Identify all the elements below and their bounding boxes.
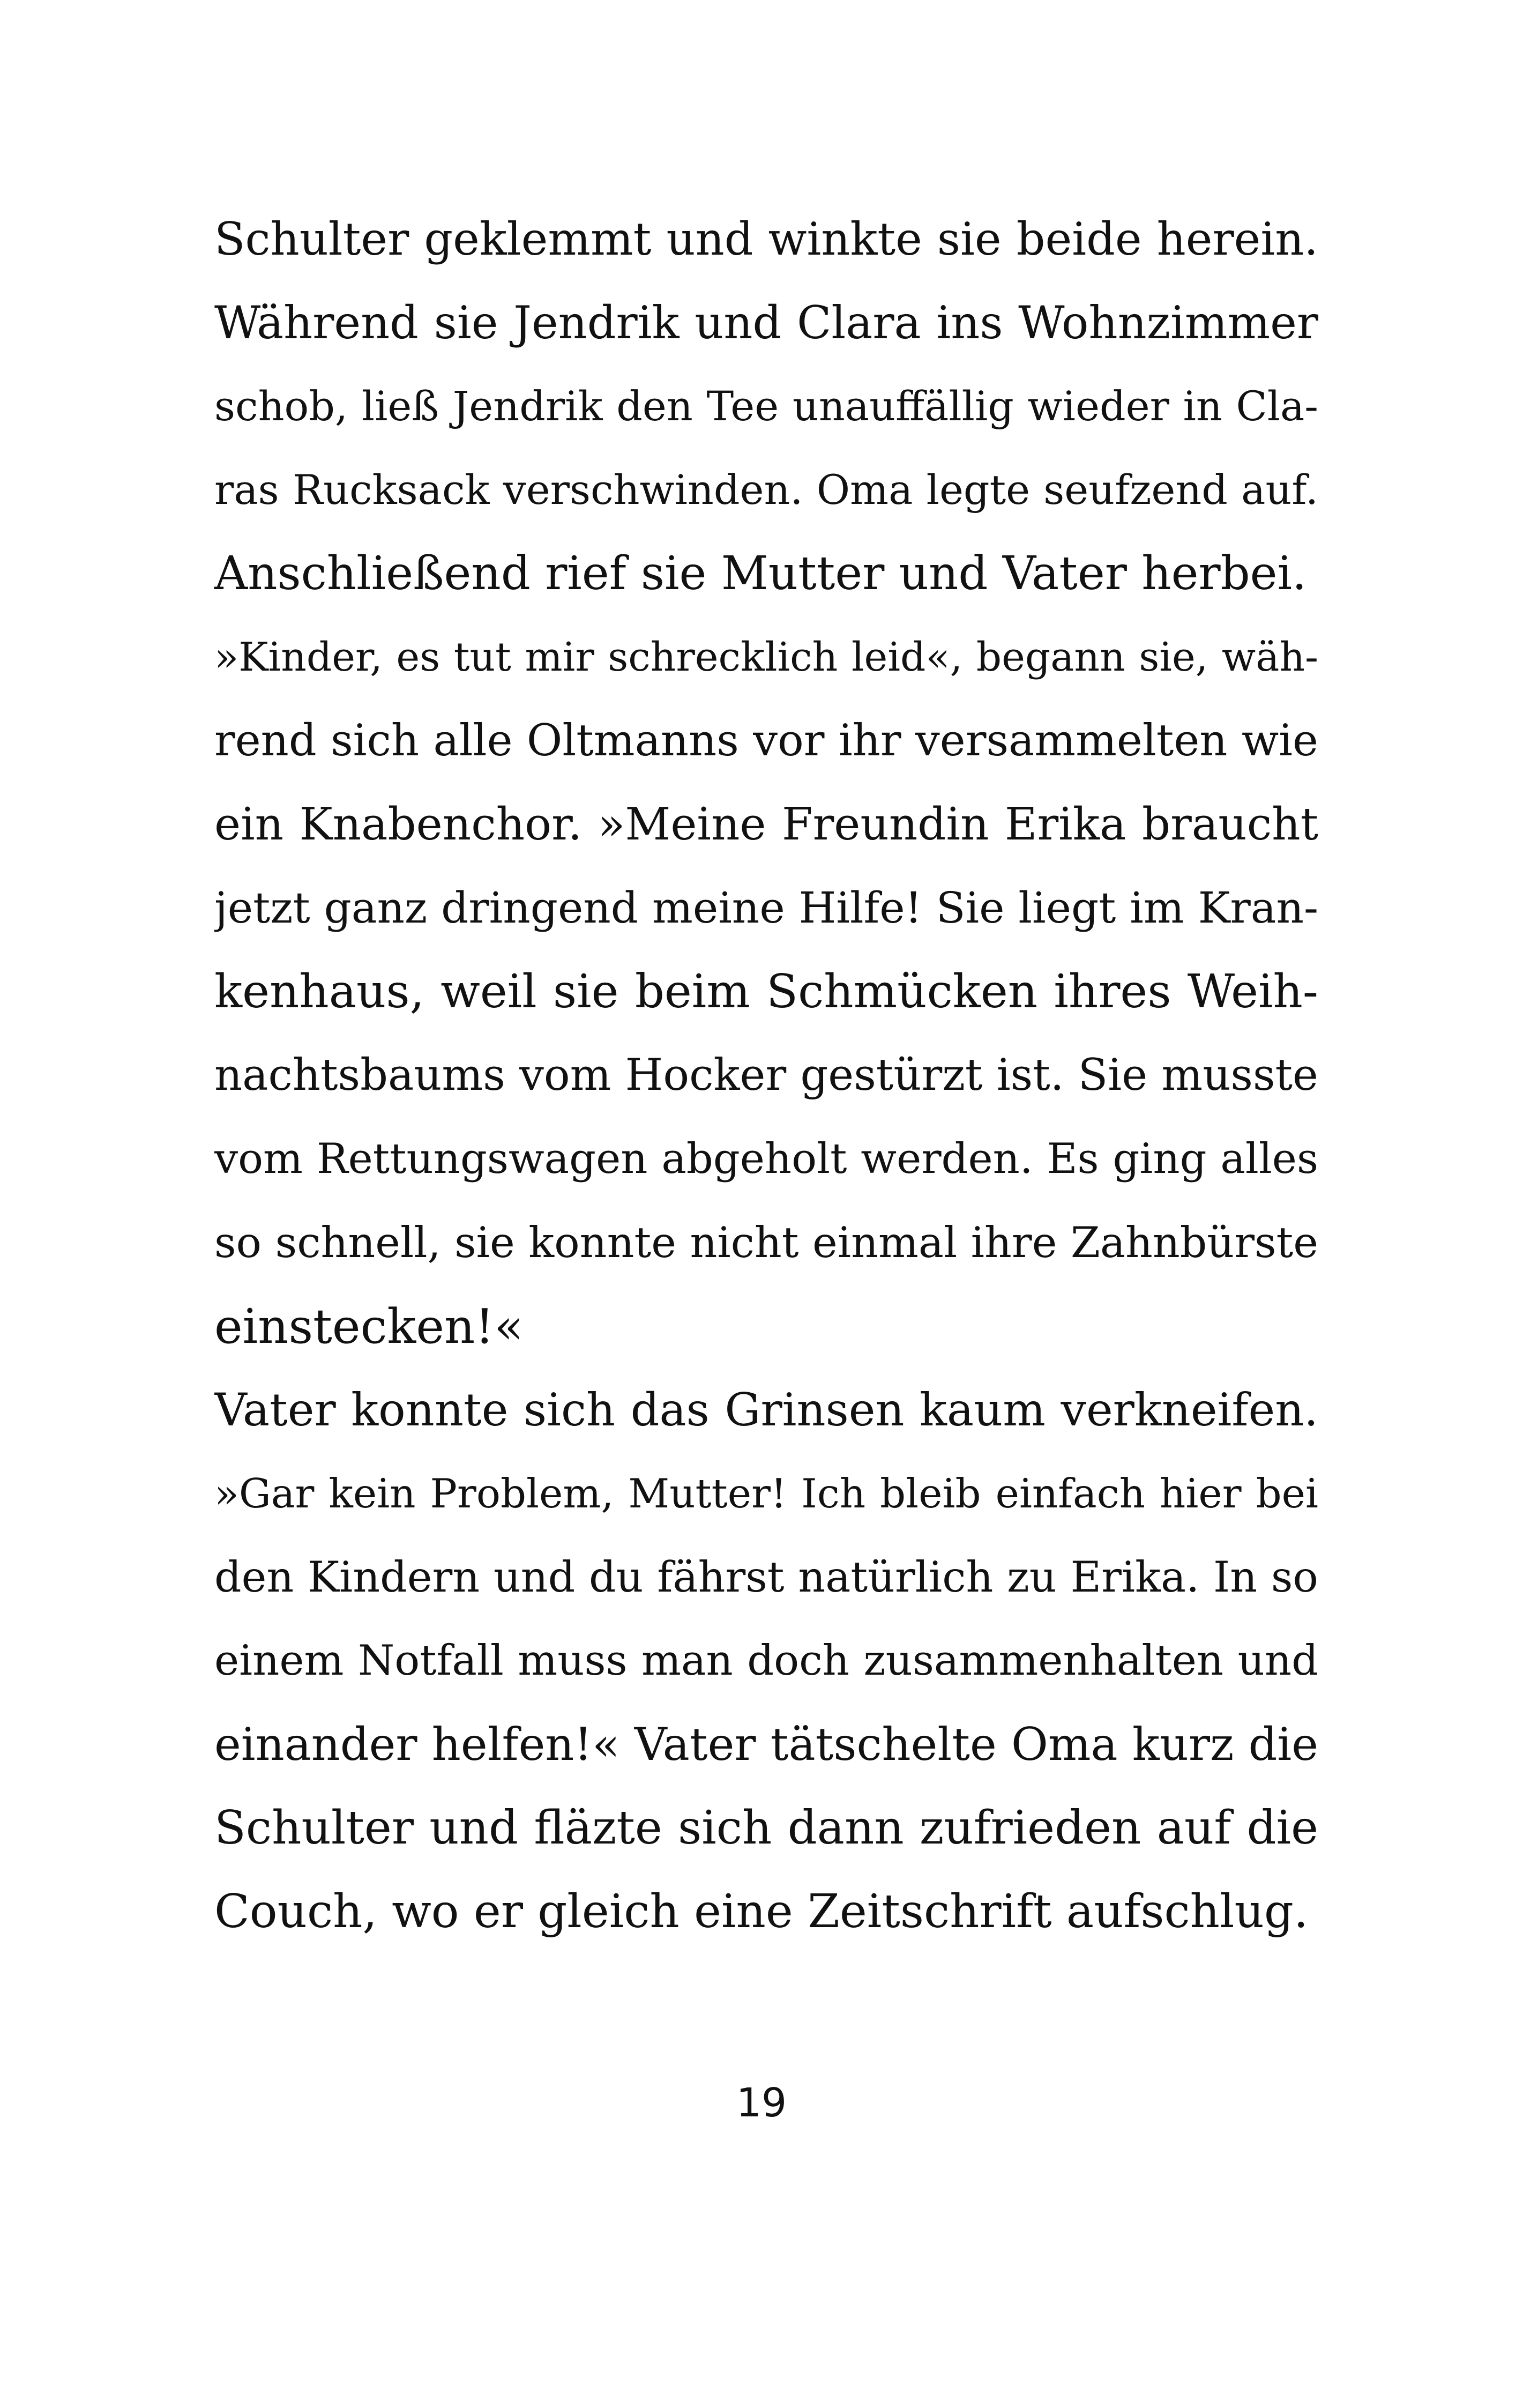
text-line: so schnell, sie konnte nicht einmal ihre Zahnbürste (214, 1218, 1318, 1267)
text-line: Couch, wo er gleich eine Zeitschrift aufschlug. (214, 1885, 1309, 1938)
text-line: Während sie Jendrik und Clara ins Wohnzimmer (214, 296, 1318, 349)
text-line: ras Rucksack verschwinden. Oma legte seufzend auf. (214, 466, 1318, 514)
text-line: kenhaus, weil sie beim Schmücken ihres Weih- (214, 965, 1318, 1019)
text-line: schob, ließ Jendrik den Tee unauffällig wieder in Cla- (214, 382, 1318, 430)
text-line: vom Rettungswagen abgeholt werden. Es ging alles (214, 1135, 1318, 1183)
text-line: einem Notfall muss man doch zusammenhalten und (214, 1637, 1318, 1685)
text-line: ein Knabenchor. »Meine Freundin Erika braucht (214, 798, 1318, 850)
text-line: einstecken!« (214, 1298, 524, 1354)
text-line: Schulter und fläzte sich dann zufrieden auf die (214, 1801, 1318, 1855)
text-line: rend sich alle Oltmanns vor ihr versammelten wie (214, 716, 1318, 766)
text-line: den Kindern und du fährst natürlich zu Erika. In so (214, 1552, 1318, 1602)
page-number: 19 (736, 2080, 787, 2126)
text-line: Vater konnte sich das Grinsen kaum verkneifen. (214, 1384, 1318, 1436)
text-line: nachtsbaums vom Hocker gestürzt ist. Sie musste (214, 1050, 1318, 1101)
body-text (214, 197, 1318, 1953)
text-line: jetzt ganz dringend meine Hilfe! Sie liegt im Kran- (214, 883, 1318, 933)
text-line: »Kinder, es tut mir schrecklich leid«, begann sie, wäh- (214, 634, 1318, 680)
text-line: Schulter geklemmt und winkte sie beide herein. (214, 213, 1318, 265)
text-line: Anschließend rief sie Mutter und Vater herbei. (214, 547, 1307, 600)
text-line: einander helfen!« Vater tätschelte Oma kurz die (214, 1718, 1318, 1771)
text-line: »Gar kein Problem, Mutter! Ich bleib einfach hier bei (214, 1470, 1318, 1517)
